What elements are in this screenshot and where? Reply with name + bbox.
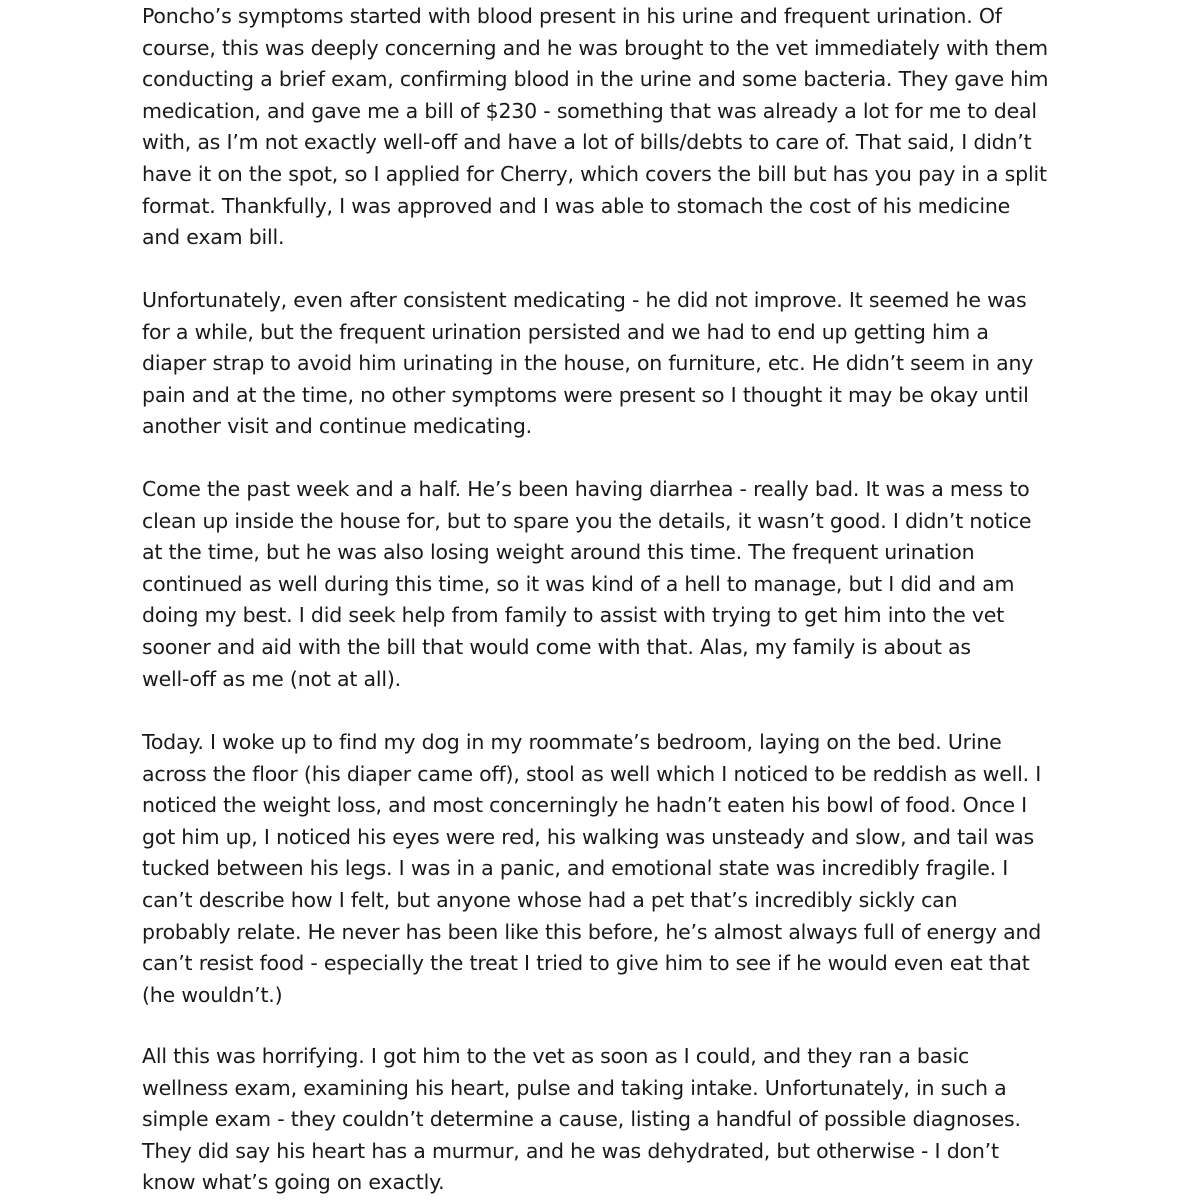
document-page bbox=[142, 0, 1077, 1200]
text-line: conducting a brief exam, confirming blood in the urine and some bacteria. They gave him bbox=[142, 67, 1049, 92]
text-line: with, as I’m not exactly well-off and have a lot of bills/debts to care of. That said, I didn’t bbox=[142, 130, 1032, 155]
text-line: format. Thankfully, I was approved and I was able to stomach the cost of his medicine bbox=[142, 193, 1011, 218]
text-line: continued as well during this time, so it was kind of a hell to manage, but I did and am bbox=[142, 571, 1015, 596]
text-line: for a while, but the frequent urination persisted and we had to end up getting him a bbox=[142, 319, 989, 344]
text-line: know what’s going on exactly. bbox=[142, 1170, 445, 1195]
text-line: well-off as me (not at all). bbox=[142, 666, 401, 691]
text-line: and exam bill. bbox=[142, 225, 285, 250]
paragraph-initial-symptoms bbox=[142, 1, 1048, 254]
text-line: can’t describe how I felt, but anyone whose had a pet that’s incredibly sickly can bbox=[142, 887, 958, 912]
text-line: Today. I woke up to find my dog in my roommate’s bedroom, laying on the bed. Urine bbox=[142, 730, 1002, 754]
text-line: course, this was deeply concerning and he was brought to the vet immediately with them bbox=[142, 35, 1048, 60]
text-line: clean up inside the house for, but to spare you the details, it wasn’t good. I didn’t notice bbox=[142, 508, 1032, 533]
text-line: noticed the weight loss, and most concerningly he hadn’t eaten his bowl of food. Once I bbox=[142, 793, 1028, 818]
text-line: wellness exam, examining his heart, pulse and taking intake. Unfortunately, in such a bbox=[142, 1075, 1007, 1100]
paragraph-vet-visit bbox=[142, 1041, 1021, 1199]
text-line: tucked between his legs. I was in a panic, and emotional state was incredibly fragile. I bbox=[142, 856, 1009, 881]
text-line: medication, and gave me a bill of $230 - something that was already a lot for me to deal bbox=[142, 98, 1037, 123]
text-line: across the floor (his diaper came off), stool as well which I noticed to be reddish as well. I bbox=[142, 761, 1042, 786]
text-line: pain and at the time, no other symptoms were present so I thought it may be okay until bbox=[142, 382, 1029, 407]
text-line: have it on the spot, so I applied for Cherry, which covers the bill but has you pay in a split bbox=[142, 161, 1047, 186]
text-line: They did say his heart has a murmur, and he was dehydrated, but otherwise - I don’t bbox=[142, 1138, 999, 1163]
text-line: can’t resist food - especially the treat I tried to give him to see if he would even eat that bbox=[142, 951, 1030, 976]
paragraph-today bbox=[142, 727, 1041, 1011]
paragraph-past-week bbox=[142, 474, 1031, 695]
text-line: diaper strap to avoid him urinating in the house, on furniture, etc. He didn’t seem in any bbox=[142, 351, 1034, 376]
text-line: Poncho’s symptoms started with blood present in his urine and frequent urination. Of bbox=[142, 4, 1002, 28]
text-line: at the time, but he was also losing weight around this time. The frequent urination bbox=[142, 540, 975, 565]
text-line: another visit and continue medicating. bbox=[142, 414, 532, 439]
paragraph-no-improvement bbox=[142, 285, 1033, 443]
text-line: sooner and aid with the bill that would come with that. Alas, my family is about as bbox=[142, 634, 971, 659]
text-line: simple exam - they couldn’t determine a cause, listing a handful of possible diagnoses. bbox=[142, 1107, 1021, 1132]
text-line: Come the past week and a half. He’s been having diarrhea - really bad. It was a mess to bbox=[142, 477, 1030, 501]
text-line: (he wouldn’t.) bbox=[142, 982, 283, 1007]
text-line: probably relate. He never has been like this before, he’s almost always full of energy and bbox=[142, 919, 1042, 944]
text-line: Unfortunately, even after consistent medicating - he did not improve. It seemed he was bbox=[142, 288, 1027, 312]
text-line: got him up, I noticed his eyes were red, his walking was unsteady and slow, and tail was bbox=[142, 824, 1034, 849]
text-line: All this was horrifying. I got him to the vet as soon as I could, and they ran a basic bbox=[142, 1044, 970, 1068]
text-line: doing my best. I did seek help from family to assist with trying to get him into the vet bbox=[142, 603, 1005, 628]
